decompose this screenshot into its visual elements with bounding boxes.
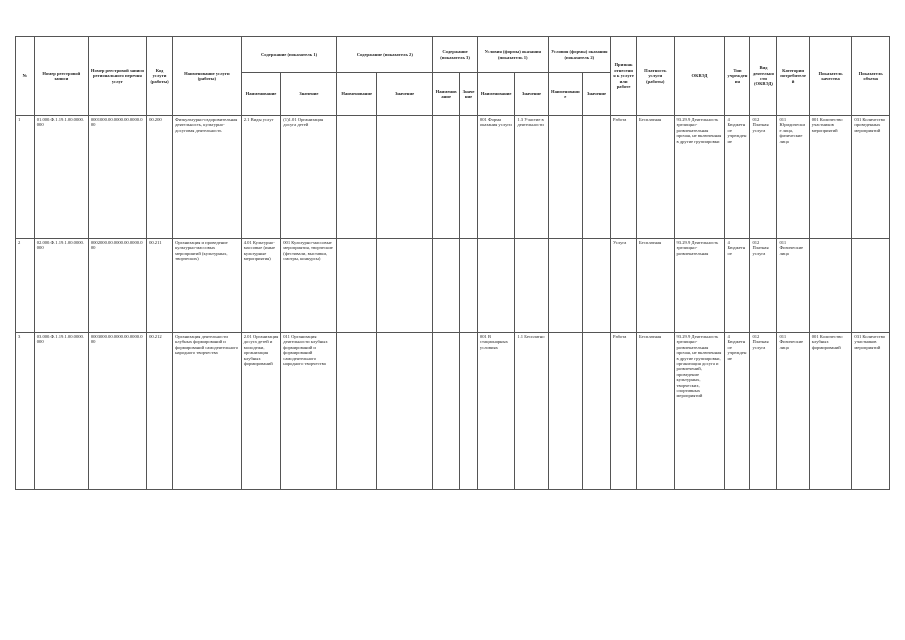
cell-num: 1 (16, 116, 35, 239)
cell-u1-name: 001 В стационарных условиях (477, 333, 514, 490)
col-okved: ОКВЭД (674, 37, 725, 116)
cell-c2-value (376, 116, 432, 239)
cell-consumers: 011 Физические лица (777, 333, 809, 490)
cell-c3-name (433, 239, 460, 333)
cell-kind: 012 Платная услуга (750, 116, 777, 239)
cell-kind: 012 Платная услуга (750, 333, 777, 490)
col-registry-number: Номер реестровой записи (34, 37, 88, 116)
col-service-sign: Признак отнесения к услуге или работе (611, 37, 637, 116)
header-row-1 (16, 37, 890, 73)
col-service-name: Наименование услуги (работы) (173, 37, 242, 116)
cell-c3-name (433, 333, 460, 490)
cell-reg1: 01.000.Ф.1.19.1.00.0000.000 (34, 116, 88, 239)
cell-c1-value: 001 Культурно-массовые мероприятия, творческие (фестивали, выставки, смотры, конкурсы) (281, 239, 337, 333)
group-conditions-2: Условия (формы) оказания (показатель 2) (548, 37, 610, 73)
col-payment: Платность услуги (работы) (637, 37, 674, 116)
cell-reg1: 02.000.Ф.1.19.1.00.0000.000 (34, 239, 88, 333)
cell-reg2: 0002000.00.0000.00.0000.000 (88, 239, 146, 333)
cell-c3-value (460, 239, 478, 333)
table-row (16, 116, 890, 239)
group-content-3: Содержание (показатель 3) (433, 37, 478, 73)
col-registry-number-2: Номер реестровой записи регионального перечня услуг (88, 37, 146, 116)
cell-sign: Работа (611, 333, 637, 490)
cell-consumers: 011 Физические лица (777, 239, 809, 333)
group-conditions-1: Условия (формы) оказания (показатель 1) (477, 37, 548, 73)
cell-u2-name (548, 116, 582, 239)
group-content-2: Содержание (показатель 2) (337, 37, 433, 73)
cell-volume (852, 239, 890, 333)
cell-reg1: 03.000.Ф.1.19.1.00.0000.000 (34, 333, 88, 490)
cell-u2-name (548, 239, 582, 333)
cell-c1-name: 2.01 Организация досуга детей и молодежи, организация клубных формирований (241, 333, 281, 490)
cell-u1-value (515, 239, 548, 333)
sub-value: Значение (281, 73, 337, 116)
cell-quality: 001 Количество клубных формирований (809, 333, 852, 490)
cell-u2-name (548, 333, 582, 490)
cell-c3-value (460, 333, 478, 490)
cell-u1-value: 1.1 Бесплатно (515, 333, 548, 490)
cell-consumers: 011 Юридические лица, физические лица (777, 116, 809, 239)
cell-u1-name (477, 239, 514, 333)
col-consumers: Категории потребителей (777, 37, 809, 116)
cell-sign: Услуга (611, 239, 637, 333)
cell-okved: 93.29.9 Деятельность зрелищно-развлекательная прочая, не включенная в другие группировки (674, 116, 725, 239)
sub-name: Наименование (548, 73, 582, 116)
cell-type: 4 Бюджетное учреждение (725, 333, 750, 490)
sub-name: Наименование (477, 73, 514, 116)
sub-name: Наименование (433, 73, 460, 116)
sub-value: Значение (515, 73, 548, 116)
cell-okved: 93.29.9 Деятельность зрелищно-развлекательная (674, 239, 725, 333)
group-content-1: Содержание (показатель 1) (241, 37, 337, 73)
col-consumer-type: Тип учреждения (725, 37, 750, 116)
sub-value: Значение (582, 73, 610, 116)
cell-u1-value: 1.3 Участие в деятельности (515, 116, 548, 239)
cell-u2-value (582, 116, 610, 239)
cell-name: Организация и проведение культурно-массовых мероприятий (культурных, творческих) (173, 239, 242, 333)
cell-payment: Бесплатная (637, 333, 674, 490)
cell-c1-value: 011 Организация деятельности клубных формирований и формирований самодеятельного народного творчества (281, 333, 337, 490)
sub-value: Значение (376, 73, 432, 116)
cell-c3-name (433, 116, 460, 239)
cell-c3-value (460, 116, 478, 239)
cell-reg2: 0003000.00.0000.00.0000.000 (88, 333, 146, 490)
cell-u2-value (582, 239, 610, 333)
cell-c1-name: 4.01 Культурно-массовые (иные культурные мероприятия) (241, 239, 281, 333)
cell-payment: Бесплатная (637, 116, 674, 239)
col-volume: Показатель объема (852, 37, 890, 116)
cell-quality: 001 Количество участников мероприятий (809, 116, 852, 239)
sub-name: Наименование (337, 73, 377, 116)
cell-payment: Бесплатная (637, 239, 674, 333)
cell-code: 00.200 (147, 116, 173, 239)
cell-name: Организация деятельности клубных формирований и формирований самодеятельного народного творчества (173, 333, 242, 490)
cell-type: 4 Бюджетное (725, 239, 750, 333)
cell-kind: 012 Платная услуга (750, 239, 777, 333)
cell-reg2: 0001000.00.0000.00.0000.000 (88, 116, 146, 239)
cell-c2-value (376, 239, 432, 333)
cell-num: 2 (16, 239, 35, 333)
col-quality: Показатель качества (809, 37, 852, 116)
cell-c2-name (337, 239, 377, 333)
cell-c2-name (337, 116, 377, 239)
cell-volume: 031 Количество участников мероприятий (852, 333, 890, 490)
cell-quality (809, 239, 852, 333)
cell-c1-value: (1)1.01 Организация досуга детей (281, 116, 337, 239)
registry-page (15, 36, 890, 490)
registry-table (15, 36, 890, 490)
col-service-code: Код услуги (работы) (147, 37, 173, 116)
cell-volume: 031 Количество проведенных мероприятий (852, 116, 890, 239)
cell-num: 3 (16, 333, 35, 490)
cell-code: 00.211 (147, 239, 173, 333)
cell-name: Физкультурно-оздоровительная деятельность, культурно-досуговая деятельность (173, 116, 242, 239)
col-activity-kind: Вид деятельности (ОКВЭД) (750, 37, 777, 116)
cell-u1-name: 001 Форма оказания услуги (477, 116, 514, 239)
col-row-number: № (16, 37, 35, 116)
cell-code: 00.212 (147, 333, 173, 490)
cell-c2-name (337, 333, 377, 490)
cell-c2-value (376, 333, 432, 490)
cell-okved: 93.29.9 Деятельность зрелищно-развлекательная прочая, не включенная в другие группировки, организация досуга и развлечений, проведение культурных, творческих, спортивных мероприятий (674, 333, 725, 490)
cell-c1-name: 2.1 Виды услуг (241, 116, 281, 239)
table-row (16, 239, 890, 333)
sub-value: Значение (460, 73, 478, 116)
cell-type: 4 Бюджетное учреждение (725, 116, 750, 239)
cell-u2-value (582, 333, 610, 490)
table-row (16, 333, 890, 490)
sub-name: Наименование (241, 73, 281, 116)
cell-sign: Работа (611, 116, 637, 239)
